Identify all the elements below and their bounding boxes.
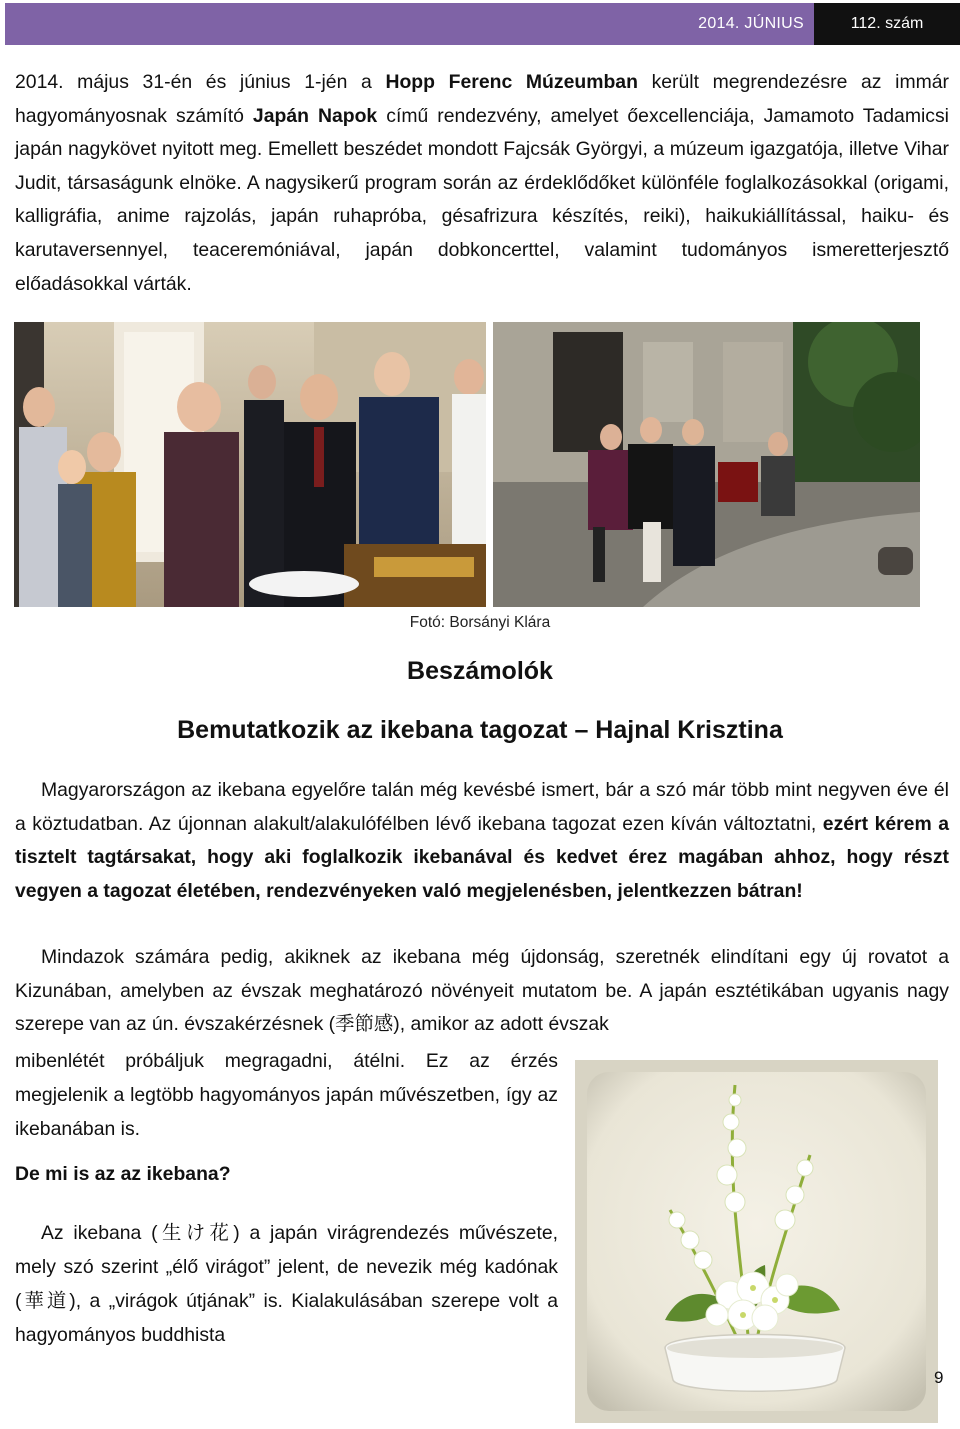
article-paragraph-1 [15, 774, 949, 908]
article-paragraph-1-text: Magyarországon az ikebana egyelőre talán még kevésbé ismert, bár a szó már több mint negyven éve él a köztudatban. Az újonnan alakult/alakulófélben lévő ikebana tagozat ezen kíván változtatni, [15, 779, 949, 835]
article-paragraph-2-continued: mibenlétét próbáljuk megragadni, átélni. Ez az érzés megjelenik a legtöbb hagyományos japán művészetben, így az ikebanában is. [15, 1050, 558, 1140]
intro-text-3: című rendezvény, amelyet őexcellenciája, Jamamoto Tadamicsi japán nagykövet nyitott meg. Emellett beszédet mondott Fajcsák Györgyi, a múzeum igazgatója, illetve Vihar Judit, társaságunk elnöke. A nagysikerű program során az érdeklődőket különféle foglalkozásokkal (origami, kalligráfia, anime rajzolás, japán ruhapróba, gésafrizura készítés, reiki), haikukiállítással, haiku- és karutaversennyel, teaceremóniával, japán dobkoncerttel, valamint tudományos ismeretterjesztő előadásokkal várták. [15, 104, 949, 295]
photo-indoor-group-image [14, 322, 486, 607]
intro-paragraph [15, 66, 949, 301]
intro-event-name: Japán Napok [252, 104, 378, 127]
photo-outdoor-courtyard-image [493, 322, 920, 607]
photo-caption: Fotó: Borsányi Klára [409, 614, 551, 631]
article-paragraph-3: Az ikebana (生け花) a japán virágrendezés művészete, mely szó szerint „élő virágot” jelent, de nevezik még kadónak (華道), a „virágok útjának” is. Kialakulásában szerepe volt a hagyományos buddhista [15, 1222, 558, 1346]
page-header [5, 3, 960, 45]
article-subheading: De mi is az az ikebana? [15, 1163, 231, 1185]
intro-museum-name: Hopp Ferenc Múzeumban [385, 71, 638, 93]
page-number: 9 [934, 1368, 944, 1387]
article-paragraph-2: Mindazok számára pedig, akiknek az ikebana még újdonság, szeretnék elindítani egy új rovatot a Kizunában, amelyben az évszak meghatározó növényeit mutatom be. A japán esztétikában ugyanis nagy szerepe van az ún. évszakérzésnek (季節感), amikor az adott évszak [15, 946, 949, 1036]
article-paragraph-1-appeal: ezért kérem a tisztelt tagtársakat, hogy aki foglalkozik ikebanával és kedvet érez magában ahhoz, hogy részt vegyen a tagozat életében, rendezvényeken való megjelenésben, jelentkezzen bátran! [15, 812, 949, 902]
header-date: 2014. JÚNIUS [5, 3, 814, 45]
photo-ikebana [575, 1060, 938, 1423]
section-title: Beszámolók [407, 657, 553, 685]
header-issue: 112. szám [814, 3, 960, 45]
photo-outdoor-courtyard [493, 322, 920, 607]
article-title: Bemutatkozik az ikebana tagozat – Hajnal Krisztina [177, 716, 783, 744]
photo-indoor-group [14, 322, 486, 607]
intro-text-2: került megrendezésre az immár hagyományosnak számító [15, 71, 950, 127]
photo-ikebana-image [575, 1060, 938, 1423]
intro-text-1: 2014. május 31-én és június 1-jén a [15, 71, 386, 93]
